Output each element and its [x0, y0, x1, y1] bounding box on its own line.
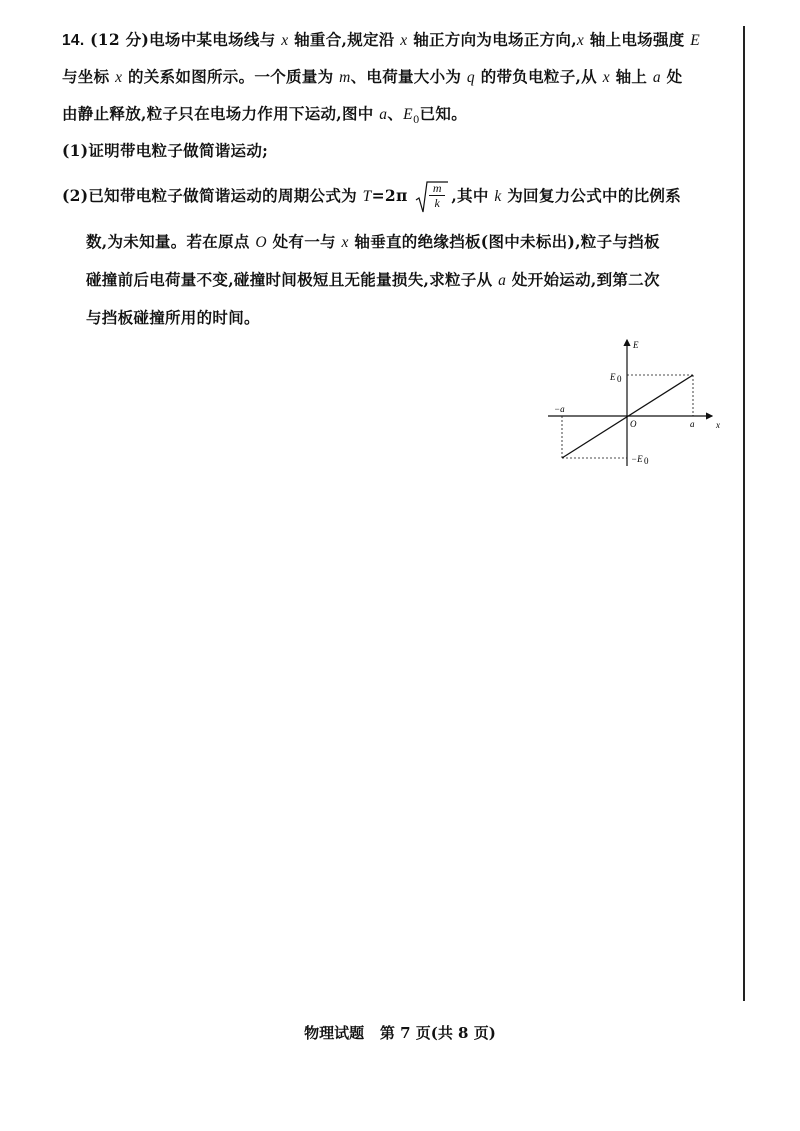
var-o: O [255, 234, 267, 251]
footer-page-number: 第 7 页(共 8 页) [379, 1024, 496, 1042]
stem-text: 的带负电粒子,从 [480, 67, 597, 86]
part-1-text: (1)证明带电粒子做简谐运动; [62, 141, 269, 160]
fraction-numerator: m [429, 181, 445, 196]
stem-text: 电场中某电场线与 [149, 30, 276, 49]
part-2-line-3 [86, 268, 660, 290]
stem-text: 轴重合,规定沿 [294, 30, 395, 49]
footer-subject: 物理试题 [304, 1024, 365, 1042]
part-2-text: 与挡板碰撞所用的时间。 [86, 308, 260, 327]
page-footer [0, 1022, 800, 1043]
formula-eq: =2π [371, 186, 408, 205]
part-2-text: 轴垂直的绝缘挡板(图中未标出),粒子与挡板 [354, 232, 660, 251]
part-2-text: 数,为未知量。若在原点 [86, 232, 250, 251]
part-2-text: 碰撞前后电荷量不变,碰撞时间极短且无能量损失,求粒子从 [86, 270, 493, 289]
var-x: x [281, 32, 289, 49]
var-m: m [339, 69, 351, 86]
sqrt-fraction [415, 180, 449, 214]
var-a: a [379, 106, 388, 123]
part-2-text: ,其中 [451, 186, 489, 205]
var-x: x [115, 69, 123, 86]
var-k: k [494, 188, 502, 205]
stem-text: 已知。 [419, 104, 468, 123]
stem-text: 的关系如图所示。一个质量为 [128, 67, 334, 86]
stem-line-2 [62, 65, 682, 87]
e0-label: E [610, 372, 616, 382]
part-2-text: 处开始运动,到第二次 [511, 270, 660, 289]
var-q: q [466, 69, 475, 86]
stem-line-3 [62, 102, 467, 126]
neg-e0-label: −E [631, 454, 643, 464]
right-margin-rule [743, 26, 745, 1001]
stem-text: 处 [666, 67, 683, 86]
var-x: x [400, 32, 408, 49]
a-label: a [690, 419, 695, 429]
stem-text: 与坐标 [62, 67, 110, 86]
var-a: a [652, 69, 661, 86]
stem-text: 轴正方向为电场正方向, [413, 30, 577, 49]
axis-x-label: x [716, 420, 720, 430]
fraction-denominator: k [434, 196, 441, 210]
e-x-graph [540, 336, 730, 471]
part-2-line-2 [86, 230, 660, 252]
e-x-graph-svg [540, 336, 730, 471]
part-2-line-1 [62, 180, 681, 214]
e0-subscript: 0 [617, 374, 622, 384]
var-a: a [498, 272, 507, 289]
axis-e-label: E [633, 340, 639, 350]
var-e0-subscript: 0 [412, 115, 420, 127]
part-2-text: (2)已知带电粒子做简谐运动的周期公式为 [62, 186, 357, 205]
part-1 [62, 139, 268, 161]
neg-e0-subscript: 0 [644, 456, 649, 466]
origin-label: O [630, 419, 637, 429]
var-t: T [362, 188, 372, 205]
stem-text: 轴上电场强度 [589, 30, 685, 49]
var-e: E [690, 32, 701, 49]
var-e0: E [403, 106, 413, 123]
part-2-text: 为回复力公式中的比例系 [507, 186, 682, 205]
var-x: x [576, 32, 585, 49]
neg-a-label: −a [554, 404, 565, 414]
stem-text: 轴上 [615, 67, 648, 86]
problem-points: (12 分) [90, 30, 150, 49]
stem-text: 、电荷量大小为 [350, 67, 462, 86]
part-2-line-4 [86, 306, 260, 328]
problem-number: 14. [62, 32, 85, 49]
fraction [429, 181, 445, 210]
var-x: x [602, 69, 610, 86]
stem-text: 、 [387, 104, 404, 123]
stem-text: 由静止释放,粒子只在电场力作用下运动,图中 [62, 104, 374, 123]
part-2-text: 处有一与 [272, 232, 336, 251]
var-x: x [341, 234, 349, 251]
stem-line-1 [62, 28, 700, 50]
